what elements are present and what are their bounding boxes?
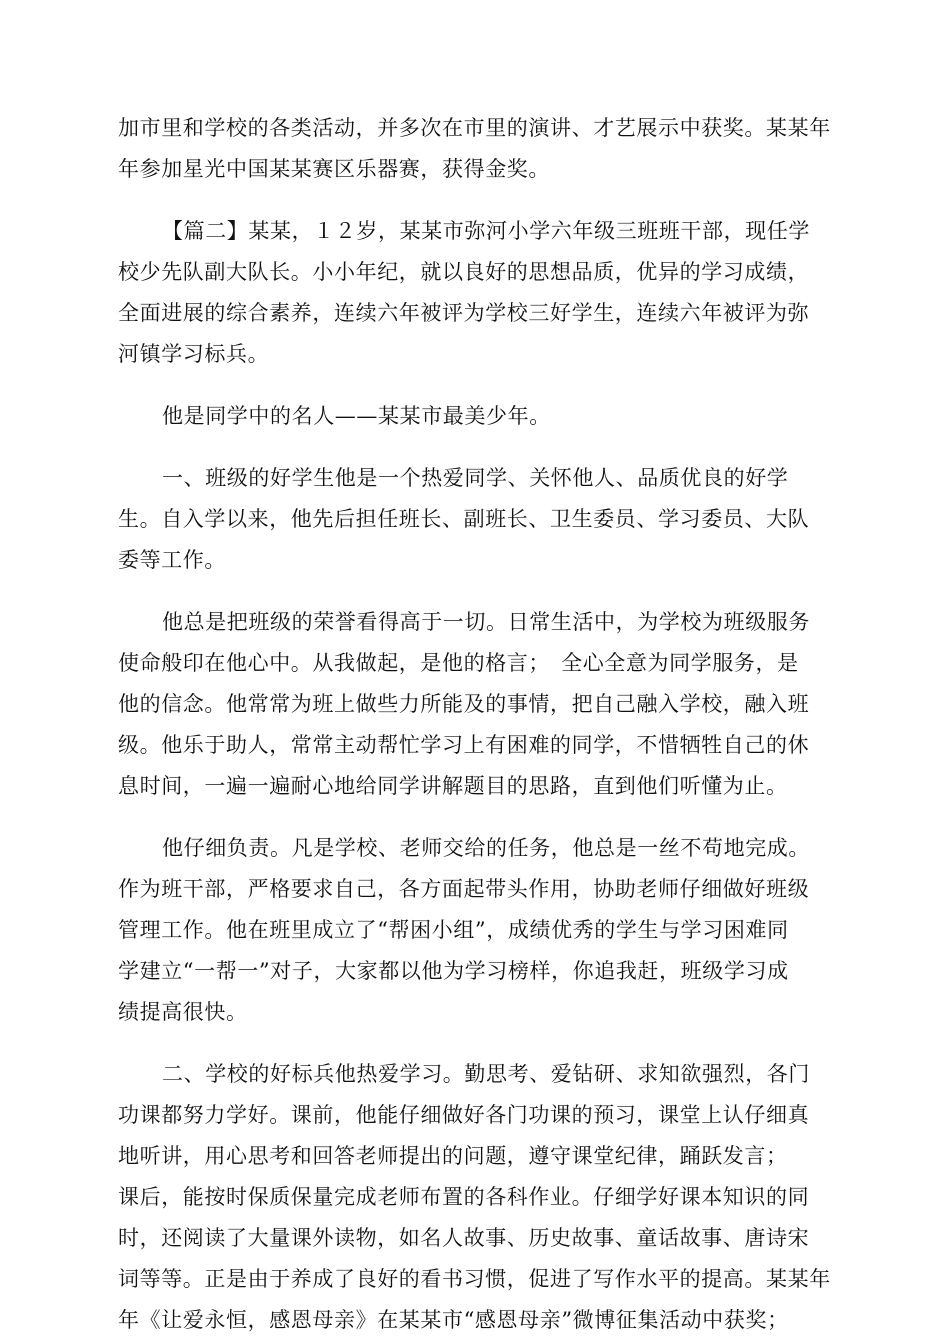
paragraph: [118, 1054, 834, 1341]
text-line: 他的信念。他常常为班上做些力所能及的事情，把自己融入学校，融入班: [118, 692, 810, 716]
paragraph: [118, 211, 834, 375]
paragraph-gap: [118, 581, 834, 602]
text-line: 功课都努力学好。课前，他能仔细做好各门功课的预习，课堂上认仔细真: [118, 1103, 810, 1127]
paragraph: [118, 108, 834, 190]
paragraph-gap: [118, 807, 834, 828]
text-line: 息时间，一遍一遍耐心地给同学讲解题目的思路，直到他们听懂为止。: [118, 774, 788, 798]
text-line: 年参加星光中国某某赛区乐器赛，获得金奖。: [118, 157, 550, 181]
text-line: 词等等。正是由于养成了良好的看书习惯，促进了写作水平的提高。某某年: [118, 1267, 831, 1291]
text-line: 时，还阅读了大量课外读物，如名人故事、历史故事、童话故事、唐诗宋: [118, 1226, 810, 1250]
text-line: 年《让爱永恒，感恩母亲》在某某市“感恩母亲”微博征集活动中获奖；: [118, 1308, 789, 1332]
text-line: 学建立“一帮一”对子，大家都以他为学习榜样，你追我赶，班级学习成: [118, 959, 789, 983]
text-line: 级。他乐于助人，常常主动帮忙学习上有困难的同学，不惜牺牲自己的休: [118, 733, 810, 757]
text-line: 一、班级的好学生他是一个热爱同学、关怀他人、品质优良的好学: [162, 466, 789, 490]
paragraph: [118, 602, 834, 807]
paragraph-gap: [118, 375, 834, 396]
paragraph-gap: [118, 437, 834, 458]
paragraph-gap: [118, 190, 834, 211]
text-line: 地听讲，用心思考和回答老师提出的问题，遵守课堂纪律，踊跃发言；: [118, 1144, 788, 1168]
paragraph: [118, 396, 834, 437]
text-line: 绩提高很快。: [118, 1000, 248, 1024]
text-line: 二、学校的好标兵他热爱学习。勤思考、爱钻研、求知欲强烈，各门: [162, 1062, 810, 1086]
text-line: 作为班干部，严格要求自己，各方面起带头作用，协助老师仔细做好班级: [118, 877, 810, 901]
text-line: 加市里和学校的各类活动，并多次在市里的演讲、才艺展示中获奖。某某年: [118, 116, 831, 140]
text-line: 校少先队副大队长。小小年纪，就以良好的思想品质，优异的学习成绩，: [118, 260, 810, 284]
text-line: 【篇二】某某，１２岁，某某市弥河小学六年级三班班干部，现任学: [162, 219, 810, 243]
text-line: 使命般印在他心中。从我做起，是他的格言； 全心全意为同学服务，是: [118, 651, 799, 675]
text-line: 课后，能按时保质保量完成老师布置的各科作业。仔细学好课本知识的同: [118, 1185, 810, 1209]
text-line: 委等工作。: [118, 548, 226, 572]
text-line: 全面进展的综合素养，连续六年被评为学校三好学生，连续六年被评为弥: [118, 301, 810, 325]
text-line: 他仔细负责。凡是学校、老师交给的任务，他总是一丝不苟地完成。: [162, 836, 810, 860]
text-line: 生。自入学以来，他先后担任班长、副班长、卫生委员、学习委员、大队: [118, 507, 810, 531]
paragraph-gap: [118, 1033, 834, 1054]
text-line: 管理工作。他在班里成立了“帮困小组”，成绩优秀的学生与学习困难同: [118, 918, 789, 942]
text-line: 他总是把班级的荣誉看得高于一切。日常生活中，为学校为班级服务: [162, 610, 810, 634]
paragraph: [118, 828, 834, 1033]
document-body: [118, 108, 834, 1341]
text-line: 他是同学中的名人——某某市最美少年。: [162, 404, 551, 428]
paragraph: [118, 458, 834, 581]
text-line: 河镇学习标兵。: [118, 342, 270, 366]
